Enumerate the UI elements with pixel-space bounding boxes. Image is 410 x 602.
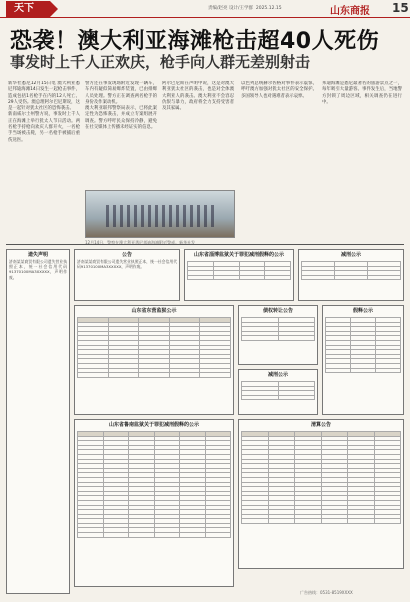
photo-caption: 12月14日，警察在澳大利亚悉尼邦迪海滩附近警戒。新华社发 <box>85 240 196 245</box>
news-photo <box>85 190 235 238</box>
ad-table-c <box>301 261 401 280</box>
article-column-4 <box>241 81 317 241</box>
ad-title-i: 清算公告 <box>310 422 331 428</box>
article-column-2 <box>85 81 157 186</box>
ad-block-c <box>298 249 404 301</box>
ad-title-a: 公告 <box>121 252 132 258</box>
left-notice-text: 济南某某商贸有限公司遗失营业执照正本，统一社会信用代码91370100MA3XXXXX，声明作废。 <box>9 259 67 280</box>
ad-block-e <box>238 305 318 365</box>
ad-table-i <box>241 431 401 524</box>
editor-line <box>208 5 282 11</box>
article-para-6: 以色列总统赫尔佐格对事件表示震惊，呼吁澳方加强对犹太社区的安全保护。多国领导人也对遇难者表示哀悼。 <box>241 81 317 99</box>
paper-name: 山东商报 <box>330 6 370 17</box>
ad-block-b <box>184 249 294 301</box>
ad-block-f <box>74 419 234 587</box>
ad-table-b <box>187 261 291 280</box>
article-column-3 <box>162 81 234 186</box>
ad-block-i <box>238 419 404 569</box>
ad-block-g <box>322 305 404 415</box>
editor-credits: 责编/赵亮 设计/王学群 <box>208 6 253 11</box>
page-header <box>0 0 410 18</box>
ad-block-a <box>74 249 180 301</box>
article-lead: 新华社悉尼12月15日电 澳大利亚悉尼邦迪海滩14日发生一起枪击事件，造成包括1名枪手在内的12人死亡、29人受伤。澳总理阿尔巴尼斯说，这是一起针对犹太社区的恐怖袭击。 <box>8 81 80 112</box>
left-notice-title: 遗失声明 <box>27 252 48 258</box>
ad-text-a: 济南某某商贸有限公司遗失营业执照正本，统一社会信用代码91370100MA3XXXXX，声明作废。 <box>77 259 177 270</box>
article-para-2: 新南威尔士州警方说，事发时上千人正在海滩上举行犹太人节日活动。两名枪手持枪向欢庆人群开火，一名枪手当场被击毙，另一名枪手被捕后重伤送医。 <box>8 112 80 143</box>
ad-title-e: 债权转让公告 <box>262 308 293 314</box>
ad-block-h <box>238 369 318 415</box>
ad-title-c: 减刑公示 <box>340 252 361 258</box>
ad-title-d: 山东省东营监狱公示 <box>131 308 177 314</box>
ad-table-g <box>325 317 401 373</box>
ad-title-b: 山东省淄博监狱关于罪犯减刑假释的公示 <box>193 252 284 258</box>
section-tag: 天下 <box>6 1 50 17</box>
article-column-1 <box>8 81 80 241</box>
page-number: 15 <box>392 1 409 15</box>
ad-title-h: 减刑公示 <box>267 372 288 378</box>
subheadline: 事发时上千人正欢庆，枪手向人群无差别射击 <box>10 53 311 71</box>
article-column-5 <box>322 81 402 241</box>
ad-hotline: 广告热线：0531-8519XXXX <box>300 590 353 595</box>
article-para-7: 邦迪海滩是悉尼最著名的旅游景点之一，每年吸引大量游客。事件发生后，当地警方封锁了周边区域，相关调查仍在进行中。 <box>322 81 402 105</box>
ad-block-d <box>74 305 234 415</box>
section-divider <box>6 244 404 245</box>
left-notice-column <box>6 249 70 594</box>
article-para-4: 澳大利亚联邦警察局表示，已将此案定性为恐怖袭击，并成立专案组展开调查。警方呼吁民众保持冷静，避免在社交媒体上传播未经证实的信息。 <box>85 106 157 131</box>
article-para-5: 阿尔巴尼斯在声明中说，这是对澳大利亚犹太社区的袭击，也是对全体澳大利亚人的袭击。澳大利亚不会容忍仇恨与暴力，政府将全力支持受害者及其家属。 <box>162 81 234 112</box>
ad-title-g: 假释公示 <box>352 308 373 314</box>
ad-title-f: 山东省鲁南监狱关于罪犯减刑假释的公示 <box>108 422 199 428</box>
ad-table-e <box>241 317 315 341</box>
issue-date: 2025.12.15 <box>255 6 282 11</box>
ad-table-h <box>241 381 315 400</box>
ad-table-d <box>77 317 231 378</box>
ad-table-f <box>77 431 231 538</box>
article-para-3: 警方还在事发现场附近发现一辆车，车内有疑似简易爆炸装置，已由排爆人员处理。警方正在调查两名枪手的身份及作案动机。 <box>85 81 157 105</box>
headline: 恐袭！澳大利亚海滩枪击超40人死伤 <box>10 29 380 54</box>
